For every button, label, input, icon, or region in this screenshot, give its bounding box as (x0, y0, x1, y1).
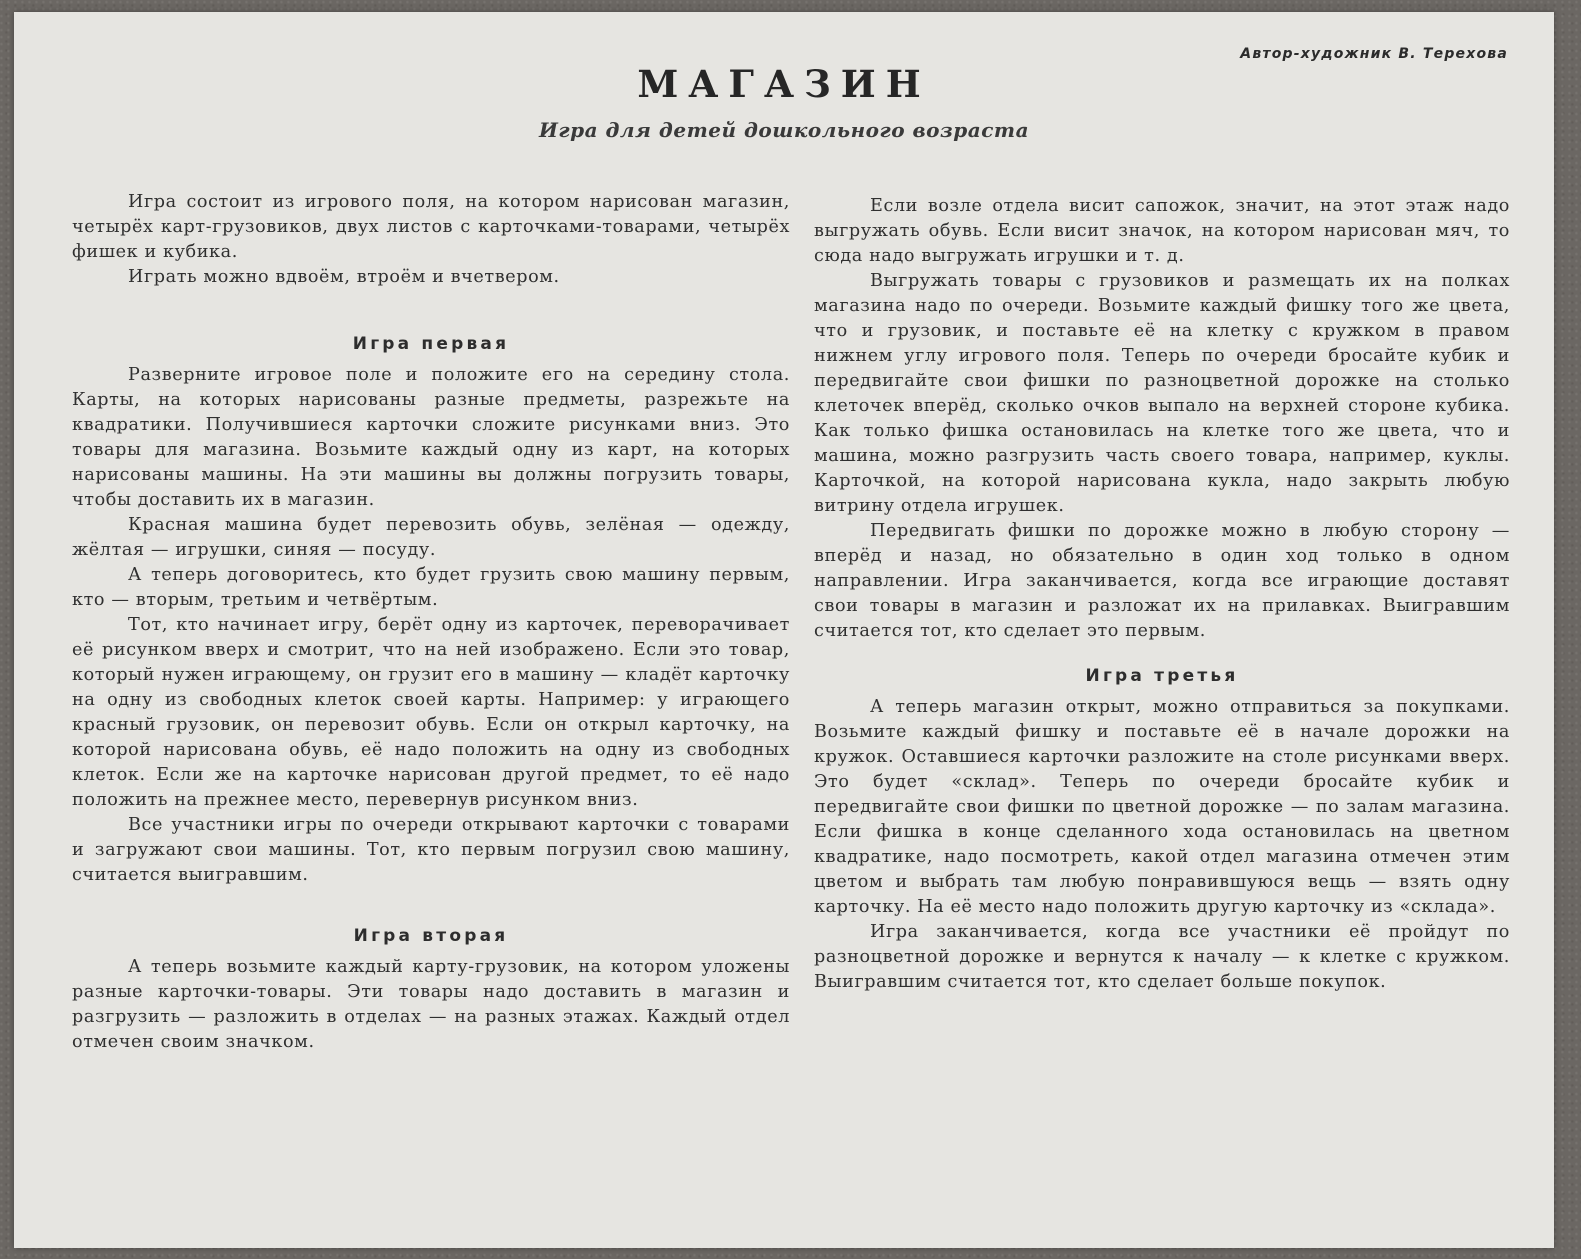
game3-paragraph: Игра заканчивается, когда все участники её пройдут по разноцветной дорожке и вернутся к началу — к клетке с кружком. Выигравшим считается тот, кто сделает больше покупок. (814, 922, 1510, 992)
game2-paragraph: Если возле отдела висит сапожок, значит, на этот этаж надо выгружать обувь. Если висит значок, на котором нарисован мяч, то сюда надо выгружать игрушки и т. д. (814, 196, 1510, 266)
page-subtitle: Игра для детей дошкольного возраста (538, 118, 1030, 142)
game2-paragraph: Передвигать фишки по дорожке можно в любую сторону — вперёд и назад, но обязательно в один ход только в одном направлении. Игра заканчивается, когда все играющие доставят свои товары в магазин и разложат их на прилавках. Выигравшим считается тот, кто сделает это первым. (814, 521, 1510, 641)
section-heading-game-3: Игра третья (1085, 666, 1239, 686)
section-heading-game-1: Игра первая (352, 334, 510, 354)
author-credit: Автор-художник В. Терехова (1240, 46, 1508, 62)
game1-paragraph: Тот, кто начинает игру, берёт одну из карточек, переворачивает её рисунком вверх и смотрит, что на ней изображено. Если это товар, который нужен играющему, он грузит его в машину — кладёт карточку на одну из свободных клеток своей карты. Например: у играющего красный грузовик, он перевозит обувь. Если он открыл карточку, на которой нарисована обувь, её надо положить на одну из свободных клеток. Если же на карточке нарисован другой предмет, то её надо положить на прежнее место, перевернув рисунком вниз. (72, 615, 790, 810)
page-title: МАГАЗИН (637, 62, 931, 106)
game2-paragraph: Выгружать товары с грузовиков и размещать их на полках магазина надо по очереди. Возьмите каждый фишку того же цвета, что и грузовик, и поставьте её на клетку с кружком в правом нижнем углу игрового поля. Теперь по очереди бросайте кубик и передвигайте свои фишки по разноцветной дорожке на столько клеточек вперёд, сколько очков выпало на верхней стороне кубика. Как только фишка остановилась на клетке того же цвета, что и машина, можно разгрузить часть своего товара, например, куклы. Карточкой, на которой нарисована кукла, надо закрыть любую витрину отдела игрушек. (814, 271, 1510, 516)
game2-paragraph: А теперь возьмите каждый карту-грузовик, на котором уложены разные карточки-товары. Эти товары надо доставить в магазин и разгрузить — разложить в отделах — на разных этажах. Каждый отдел отмечен своим значком. (72, 957, 790, 1052)
game3-paragraph: А теперь магазин открыт, можно отправиться за покупками. Возьмите каждый фишку и поставьте её в начале дорожки на кружок. Оставшиеся карточки разложите на столе рисунками вверх. Это будет «склад». Теперь по очереди бросайте кубик и передвигайте свои фишки по цветной дорожке — по залам магазина. Если фишка в конце сделанного хода остановилась на цветном квадратике, надо посмотреть, какой отдел магазина отмечен этим цветом и выбрать там любую понравившуюся вещь — взять одну карточку. На её место надо положить другую карточку из «склада». (814, 697, 1510, 917)
intro-paragraph: Игра состоит из игрового поля, на котором нарисован магазин, четырёх карт-грузовиков, двух листов с карточками-товарами, четырёх фишек и кубика. (72, 192, 790, 262)
game1-paragraph: А теперь договоритесь, кто будет грузить свою машину первым, кто — вторым, третьим и четвёртым. (72, 565, 790, 610)
left-column (72, 190, 790, 1055)
game1-paragraph: Все участники игры по очереди открывают карточки с товарами и загружают свои машины. Тот, кто первым погрузил свою машину, считается выигравшим. (72, 815, 790, 885)
right-column (814, 194, 1510, 995)
game1-paragraph: Разверните игровое поле и положите его на середину стола. Карты, на которых нарисованы разные предметы, разрежьте на квадратики. Получившиеся карточки сложите рисунками вниз. Это товары для магазина. Возьмите каждый одну из карт, на которых нарисованы машины. На эти машины вы должны погрузить товары, чтобы доставить их в магазин. (72, 365, 790, 510)
intro-paragraph: Играть можно вдвоём, втроём и вчетвером. (128, 267, 560, 287)
game1-paragraph: Красная машина будет перевозить обувь, зелёная — одежду, жёлтая — игрушки, синяя — посуду. (72, 515, 790, 560)
printed-sheet (14, 12, 1554, 1248)
section-heading-game-2: Игра вторая (353, 926, 509, 946)
